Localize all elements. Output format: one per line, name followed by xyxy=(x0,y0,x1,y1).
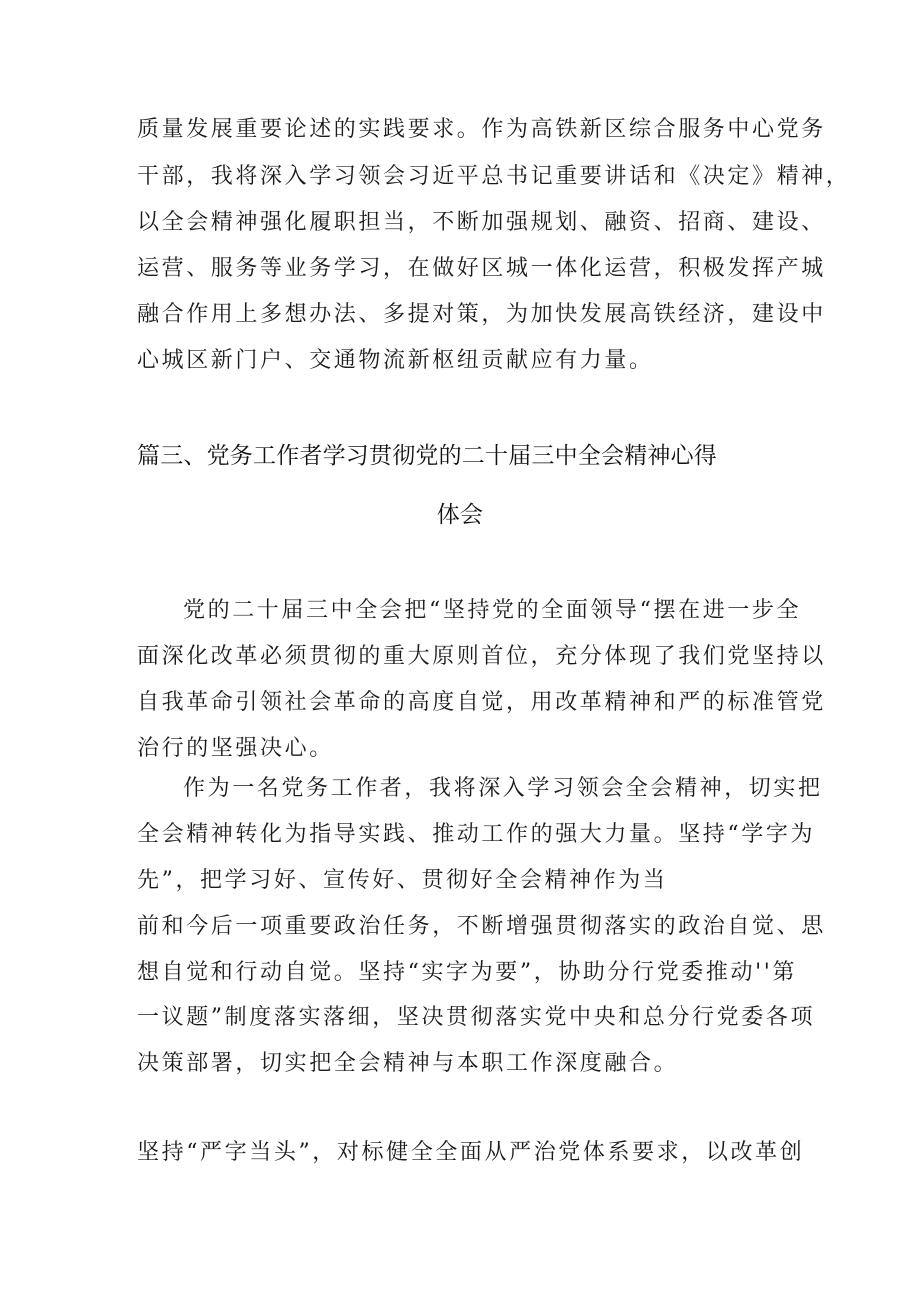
paragraph-line: 全会精神转化为指导实践、推动工作的强大力量。坚持“学字为 xyxy=(137,822,816,847)
body-text-line: 质量发展重要论述的实践要求。作为高铁新区综合服务中心党务 xyxy=(137,117,826,142)
body-text-line: 运营、服务等业务学习，在做好区城一体化运营，积极发挥产城 xyxy=(137,256,826,281)
body-text-line: 干部，我将深入学习领会习近平总书记重要讲话和《决定》精神， xyxy=(137,164,851,189)
paragraph-line: 坚持“严字当头”，对标健全全面从严治党体系要求，以改革创 xyxy=(137,1140,805,1165)
paragraph-line: 党的二十届三中全会把“坚持党的全面领导“摆在进一步全 xyxy=(183,598,802,623)
paragraph-line: 想自觉和行动自觉。坚持“实字为要”，协助分行党委推动''第 xyxy=(137,960,797,985)
paragraph-line: 前和今后一项重要政治任务，不断增强贯彻落实的政治自觉、思 xyxy=(137,914,826,939)
paragraph-line: 面深化改革必须贯彻的重大原则首位，充分体现了我们党坚持以 xyxy=(137,644,826,669)
paragraph-line: 一议题”制度落实落细，坚决贯彻落实党中央和总分行党委各项 xyxy=(137,1005,816,1030)
body-text-line: 心城区新门户、交通物流新枢纽贡献应有力量。 xyxy=(137,348,654,373)
body-text-line: 融合作用上多想办法、多提对策，为加快发展高铁经济，建设中 xyxy=(137,302,826,327)
paragraph-line: 治行的坚强决心。 xyxy=(137,736,334,761)
paragraph-line: 决策部署，切实把全会精神与本职工作深度融合。 xyxy=(137,1051,679,1076)
paragraph-line: 先”，把学习好、宣传好、贯彻好全会精神作为当 xyxy=(137,868,668,893)
section-title: 篇三、党务工作者学习贯彻党的二十届三中全会精神心得 xyxy=(137,443,717,469)
section-title-continued: 体会 xyxy=(436,502,484,528)
paragraph-line: 作为一名党务工作者，我将深入学习领会全会精神，切实把 xyxy=(183,776,823,801)
paragraph-line: 自我革命引领社会革命的高度自觉，用改革精神和严的标准管党 xyxy=(137,690,826,715)
body-text-line: 以全会精神强化履职担当，不断加强规划、融资、招商、建设、 xyxy=(137,210,826,235)
